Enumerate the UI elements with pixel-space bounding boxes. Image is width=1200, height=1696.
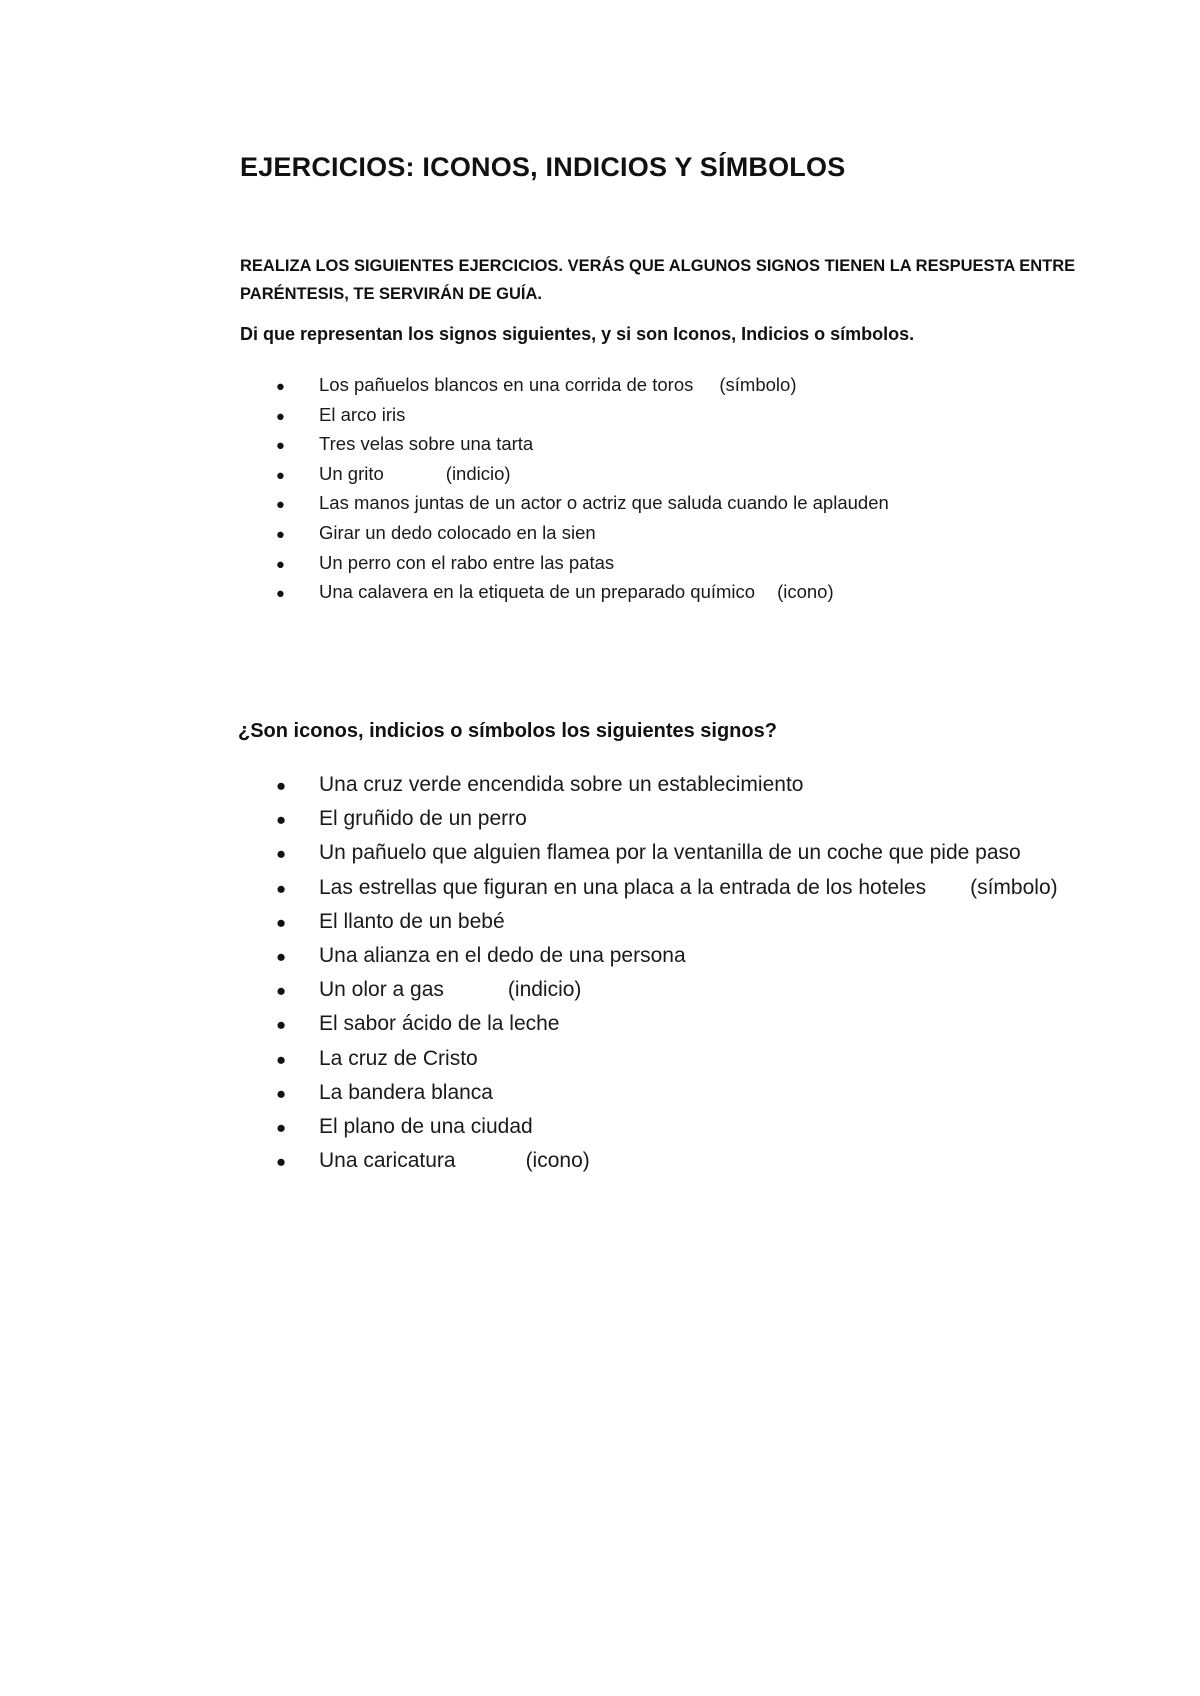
bullet-icon: ● (276, 408, 285, 425)
bullet-icon: ● (276, 810, 287, 830)
bullet-icon: ● (276, 556, 285, 573)
bullet-icon: ● (276, 526, 285, 543)
list-item (276, 802, 1058, 836)
list-item (276, 459, 889, 489)
list-item (276, 1007, 1058, 1041)
section1-heading: Di que representan los signos siguientes, y si son Iconos, Indicios o símbolos. (240, 324, 915, 344)
bullet-icon: ● (276, 1117, 287, 1137)
list-item (276, 939, 1058, 973)
item-text: El gruñido de un perro (319, 807, 527, 831)
item-text: Los pañuelos blancos en una corrida de toros (319, 374, 694, 395)
item-text: Un olor a gas (319, 978, 444, 1002)
item-text: Una caricatura (319, 1149, 456, 1173)
bullet-icon: ● (276, 497, 285, 514)
item-text: Una cruz verde encendida sobre un establecimiento (319, 773, 804, 796)
list-item (276, 370, 889, 400)
list-item (276, 488, 889, 518)
item-text: Una alianza en el dedo de una persona (319, 943, 686, 967)
section1-list (276, 370, 889, 607)
item-text: Tres velas sobre una tarta (319, 433, 534, 455)
item-text: El sabor ácido de la leche (319, 1012, 560, 1036)
section2-list (276, 768, 1058, 1178)
item-answer: (icono) (525, 1149, 590, 1173)
section2-heading: ¿Son iconos, indicios o símbolos los siguientes signos? (238, 720, 777, 742)
item-text: El arco iris (319, 403, 406, 425)
bullet-icon: ● (276, 467, 285, 484)
bullet-icon: ● (276, 379, 285, 395)
list-item (276, 973, 1058, 1007)
item-text: Las manos juntas de un actor o actriz que saluda cuando le aplauden (319, 492, 889, 514)
item-text: El plano de una ciudad (319, 1114, 533, 1138)
item-text: Una calavera en la etiqueta de un preparado químico (319, 581, 756, 603)
list-item (276, 548, 889, 578)
item-text: La cruz de Cristo (319, 1046, 478, 1070)
bullet-icon: ● (276, 981, 287, 1001)
list-item (276, 1110, 1058, 1144)
list-item (276, 400, 889, 430)
item-text: El llanto de un bebé (319, 909, 505, 933)
bullet-icon: ● (276, 586, 285, 603)
bullet-icon: ● (276, 438, 285, 455)
document-title: EJERCICIOS: ICONOS, INDICIOS Y SÍMBOLOS (240, 152, 846, 182)
item-text: Un grito (319, 462, 384, 484)
item-answer: (símbolo) (970, 875, 1058, 899)
item-answer: (indicio) (507, 978, 582, 1002)
list-item (276, 871, 1058, 905)
list-item (276, 905, 1058, 939)
list-item (276, 577, 889, 607)
item-answer: (símbolo) (719, 374, 797, 395)
bullet-icon: ● (276, 1049, 287, 1069)
item-text: Girar un dedo colocado en la sien (319, 521, 596, 543)
instructions-text: REALIZA LOS SIGUIENTES EJERCICIOS. VERÁS QUE ALGUNOS SIGNOS TIENEN LA RESPUESTA ENTRE PARÉNTESIS, TE SERVIRÁN DE GUÍA. (240, 257, 1076, 303)
list-item (276, 1042, 1058, 1076)
item-answer: (indicio) (445, 462, 511, 484)
bullet-icon: ● (276, 946, 287, 966)
bullet-icon: ● (276, 1015, 287, 1035)
bullet-icon: ● (276, 878, 287, 898)
bullet-icon: ● (276, 776, 287, 795)
item-text: Un pañuelo que alguien flamea por la ventanilla de un coche que pide paso (319, 841, 1021, 865)
item-text: La bandera blanca (319, 1080, 493, 1104)
list-item (276, 768, 1058, 802)
bullet-icon: ● (276, 844, 287, 864)
list-item (276, 836, 1058, 870)
list-item (276, 518, 889, 548)
bullet-icon: ● (276, 1083, 287, 1103)
list-item (276, 1144, 1058, 1178)
list-item (276, 429, 889, 459)
list-item (276, 1076, 1058, 1110)
bullet-icon: ● (276, 1152, 287, 1172)
item-answer: (icono) (777, 581, 834, 603)
bullet-icon: ● (276, 912, 287, 932)
item-text: Un perro con el rabo entre las patas (319, 551, 615, 573)
item-text: Las estrellas que figuran en una placa a la entrada de los hoteles (319, 875, 927, 899)
